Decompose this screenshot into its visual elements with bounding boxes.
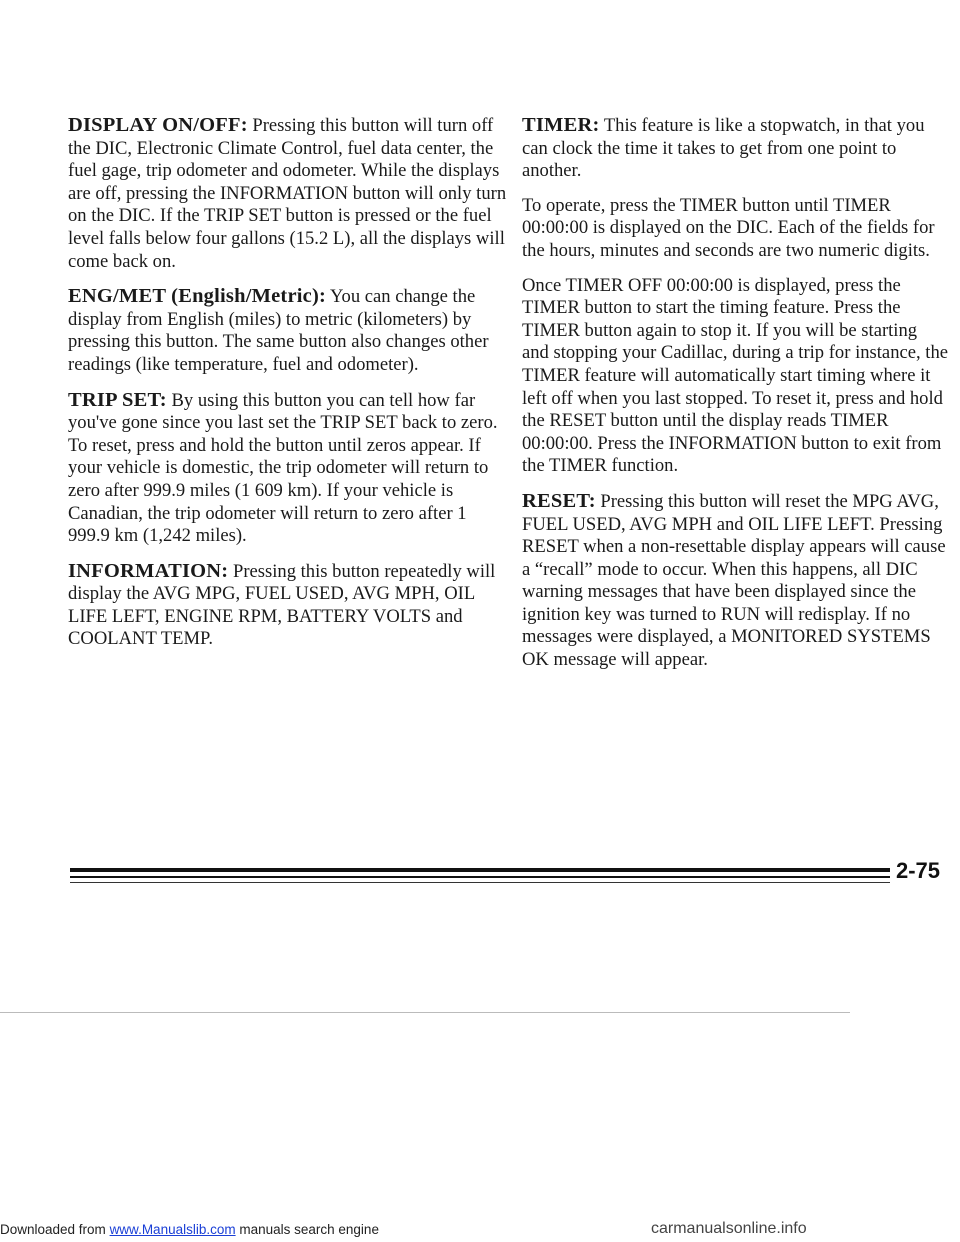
paragraph-heading: INFORMATION: (68, 559, 229, 582)
paragraph-text: By using this button you can tell how far you've gone since you last set the TRIP SET back to zero. To reset, press and hold the button until zeros appear. If your vehicle is domestic, the trip odometer will return to zero after 999.9 miles (1 609 km). If your vehicle is Canadian, the trip odometer will return to zero after 1 999.9 km (1,242 miles). (68, 389, 498, 547)
right-column (522, 114, 948, 684)
page-number: 2-75 (896, 858, 941, 883)
paragraph-text: Pressing this button will reset the MPG AVG, FUEL USED, AVG MPH and OIL LIFE LEFT. Pressing RESET when a non-resettable display appears will cause a “recall” mode to occur. When this happens, all DIC warning messages that have been displayed since the ignition key was turned to RUN will redisplay. If no messages were displayed, a MONITORED SYSTEMS OK message will appear. (522, 490, 946, 671)
rule-thin-lower (70, 882, 890, 883)
paragraph-text: Pressing this button will turn off the DIC, Electronic Climate Control, fuel data center, the fuel gage, trip odometer and odometer. While the displays are off, pressing the INFORMATION button will only turn on the DIC. If the TRIP SET button is pressed or the fuel level falls below four gallons (15.2 L), all the displays will come back on. (68, 115, 507, 272)
paragraph-text: Once TIMER OFF 00:00:00 is displayed, press the TIMER button to start the timing feature. Press the TIMER button again to stop it. If you will be starting and stopping your Cadillac, during a trip for instance, the TIMER feature will automatically start timing where it left off when you last stopped. To reset it, press and hold the RESET button until the display reads TIMER 00:00:00. Press the INFORMATION button to exit from the TIMER function. (522, 274, 949, 477)
paragraph-heading: ENG/MET (English/Metric): (68, 285, 327, 308)
paragraph-text: This feature is like a stopwatch, in that you can clock the time it takes to get from one point to another. (522, 115, 925, 182)
paragraph-timer (522, 114, 948, 183)
watermark-credit: carmanualsonline.info (651, 1220, 807, 1237)
footer-prefix: Downloaded from (0, 1222, 110, 1237)
paragraph-heading: TIMER: (522, 114, 600, 136)
paragraph-heading: RESET: (522, 489, 596, 512)
page-rule (70, 868, 890, 883)
paragraph-timer-once (522, 275, 948, 478)
paragraph-timer-operate (522, 195, 948, 263)
paragraph-heading: DISPLAY ON/OFF: (68, 114, 248, 136)
left-column (68, 114, 508, 663)
footer-suffix: manuals search engine (235, 1222, 379, 1237)
paragraph-information (68, 560, 508, 651)
paragraph-eng-met (68, 285, 508, 376)
paragraph-text: To operate, press the TIMER button until TIMER 00:00:00 is displayed on the DIC. Each of the fields for the hours, minutes and seconds are two numeric digits. (522, 194, 935, 261)
rule-thick (70, 868, 890, 872)
scan-divider (0, 1012, 850, 1013)
paragraph-text: You can change the display from English (miles) to metric (kilometers) by pressing this button. The same button also changes other readings (like temperature, fuel and odometer). (68, 286, 489, 375)
paragraph-trip-set (68, 389, 508, 548)
paragraph-display-on-off (68, 114, 508, 273)
download-footer (0, 1222, 960, 1237)
paragraph-text: Pressing this button repeatedly will display the AVG MPG, FUEL USED, AVG MPH, OIL LIFE LEFT, ENGINE RPM, BATTERY VOLTS and COOLANT TEMP. (68, 560, 496, 650)
paragraph-reset (522, 490, 948, 672)
rule-thin (70, 876, 890, 878)
manualslib-link[interactable]: www.Manualslib.com (109, 1222, 236, 1237)
paragraph-heading: TRIP SET: (68, 388, 167, 411)
